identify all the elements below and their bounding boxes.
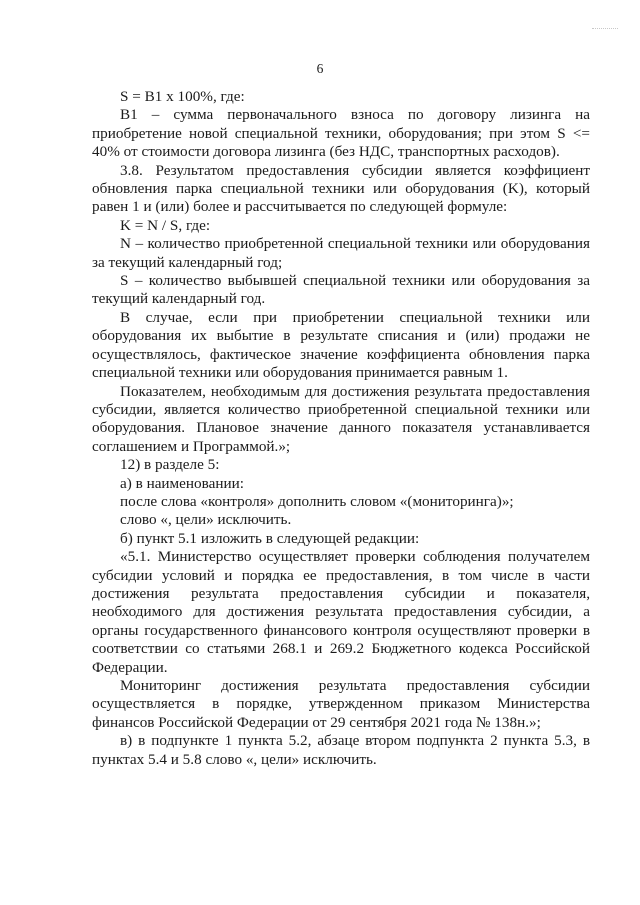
formula-k-paragraph: K = N / S, где: <box>120 216 211 234</box>
scan-artifact <box>592 28 618 29</box>
item-b-paragraph: б) пункт 5.1 изложить в следующей редакции: <box>120 529 420 547</box>
s-definition-paragraph: S – количество выбывшей специальной техники или оборудования за текущий календарный год. <box>92 272 590 308</box>
remove-goal-paragraph: слово «, цели» исключить. <box>120 511 292 529</box>
add-monitoring-paragraph: после слова «контроля» дополнить словом «(мониторинга)»; <box>120 492 514 510</box>
document-body <box>92 88 590 769</box>
item-12-paragraph: 12) в разделе 5: <box>120 456 220 474</box>
n-definition-paragraph: N – количество приобретенной специальной техники или оборудования за текущий календарный год; <box>92 235 590 271</box>
item-a-paragraph: а) в наименовании: <box>120 474 244 492</box>
formula-s-paragraph: S = B1 х 100%, где: <box>120 88 245 105</box>
b1-definition-paragraph: B1 – сумма первоначального взноса по договору лизинга на приобретение новой специальной техники, оборудования; при этом S <= 40% от стоимости договора лизинга (без НДС, транспортных расходов). <box>92 106 590 161</box>
monitoring-paragraph: Мониторинг достижения результата предоставления субсидии осуществляется в порядке, утвержденном приказом Министерства финансов Российской Федерации от 29 сентября 2021 года № 138н.»; <box>92 677 590 731</box>
indicator-paragraph: Показателем, необходимым для достижения результата предоставления субсидии, является количество приобретенной специальной техники или оборудования. Плановое значение данного показателя устанавливается соглашением и Программой.»; <box>92 382 590 455</box>
item-c-paragraph: в) в подпункте 1 пункта 5.2, абзаце втором подпункта 2 пункта 5.3, в пунктах 5.4 и 5.8 слово «, цели» исключить. <box>92 732 590 768</box>
clause-3-8-paragraph: 3.8. Результатом предоставления субсидии является коэффициент обновления парка специальной техники или оборудования (K), который равен 1 и (или) более и рассчитывается по следующей формуле: <box>92 161 590 216</box>
page-number: 6 <box>316 61 324 76</box>
clause-5-1-paragraph: «5.1. Министерство осуществляет проверки соблюдения получателем субсидии условий и порядка ее предоставления, в том числе в части достижения результата предоставления субсидии и показателя, необходимого для достижения результата предоставления субсидии, а органы государственного финансового контроля осуществляют проверки в соответствии со статьями 268.1 и 269.2 Бюджетного кодекса Российской Федерации. <box>92 548 590 676</box>
no-disposal-paragraph: В случае, если при приобретении специальной техники или оборудования их выбытие в результате списания и (или) продажи не осуществлялось, фактическое значение коэффициента обновления парка специальной техники или оборудования принимается равным 1. <box>92 308 590 382</box>
